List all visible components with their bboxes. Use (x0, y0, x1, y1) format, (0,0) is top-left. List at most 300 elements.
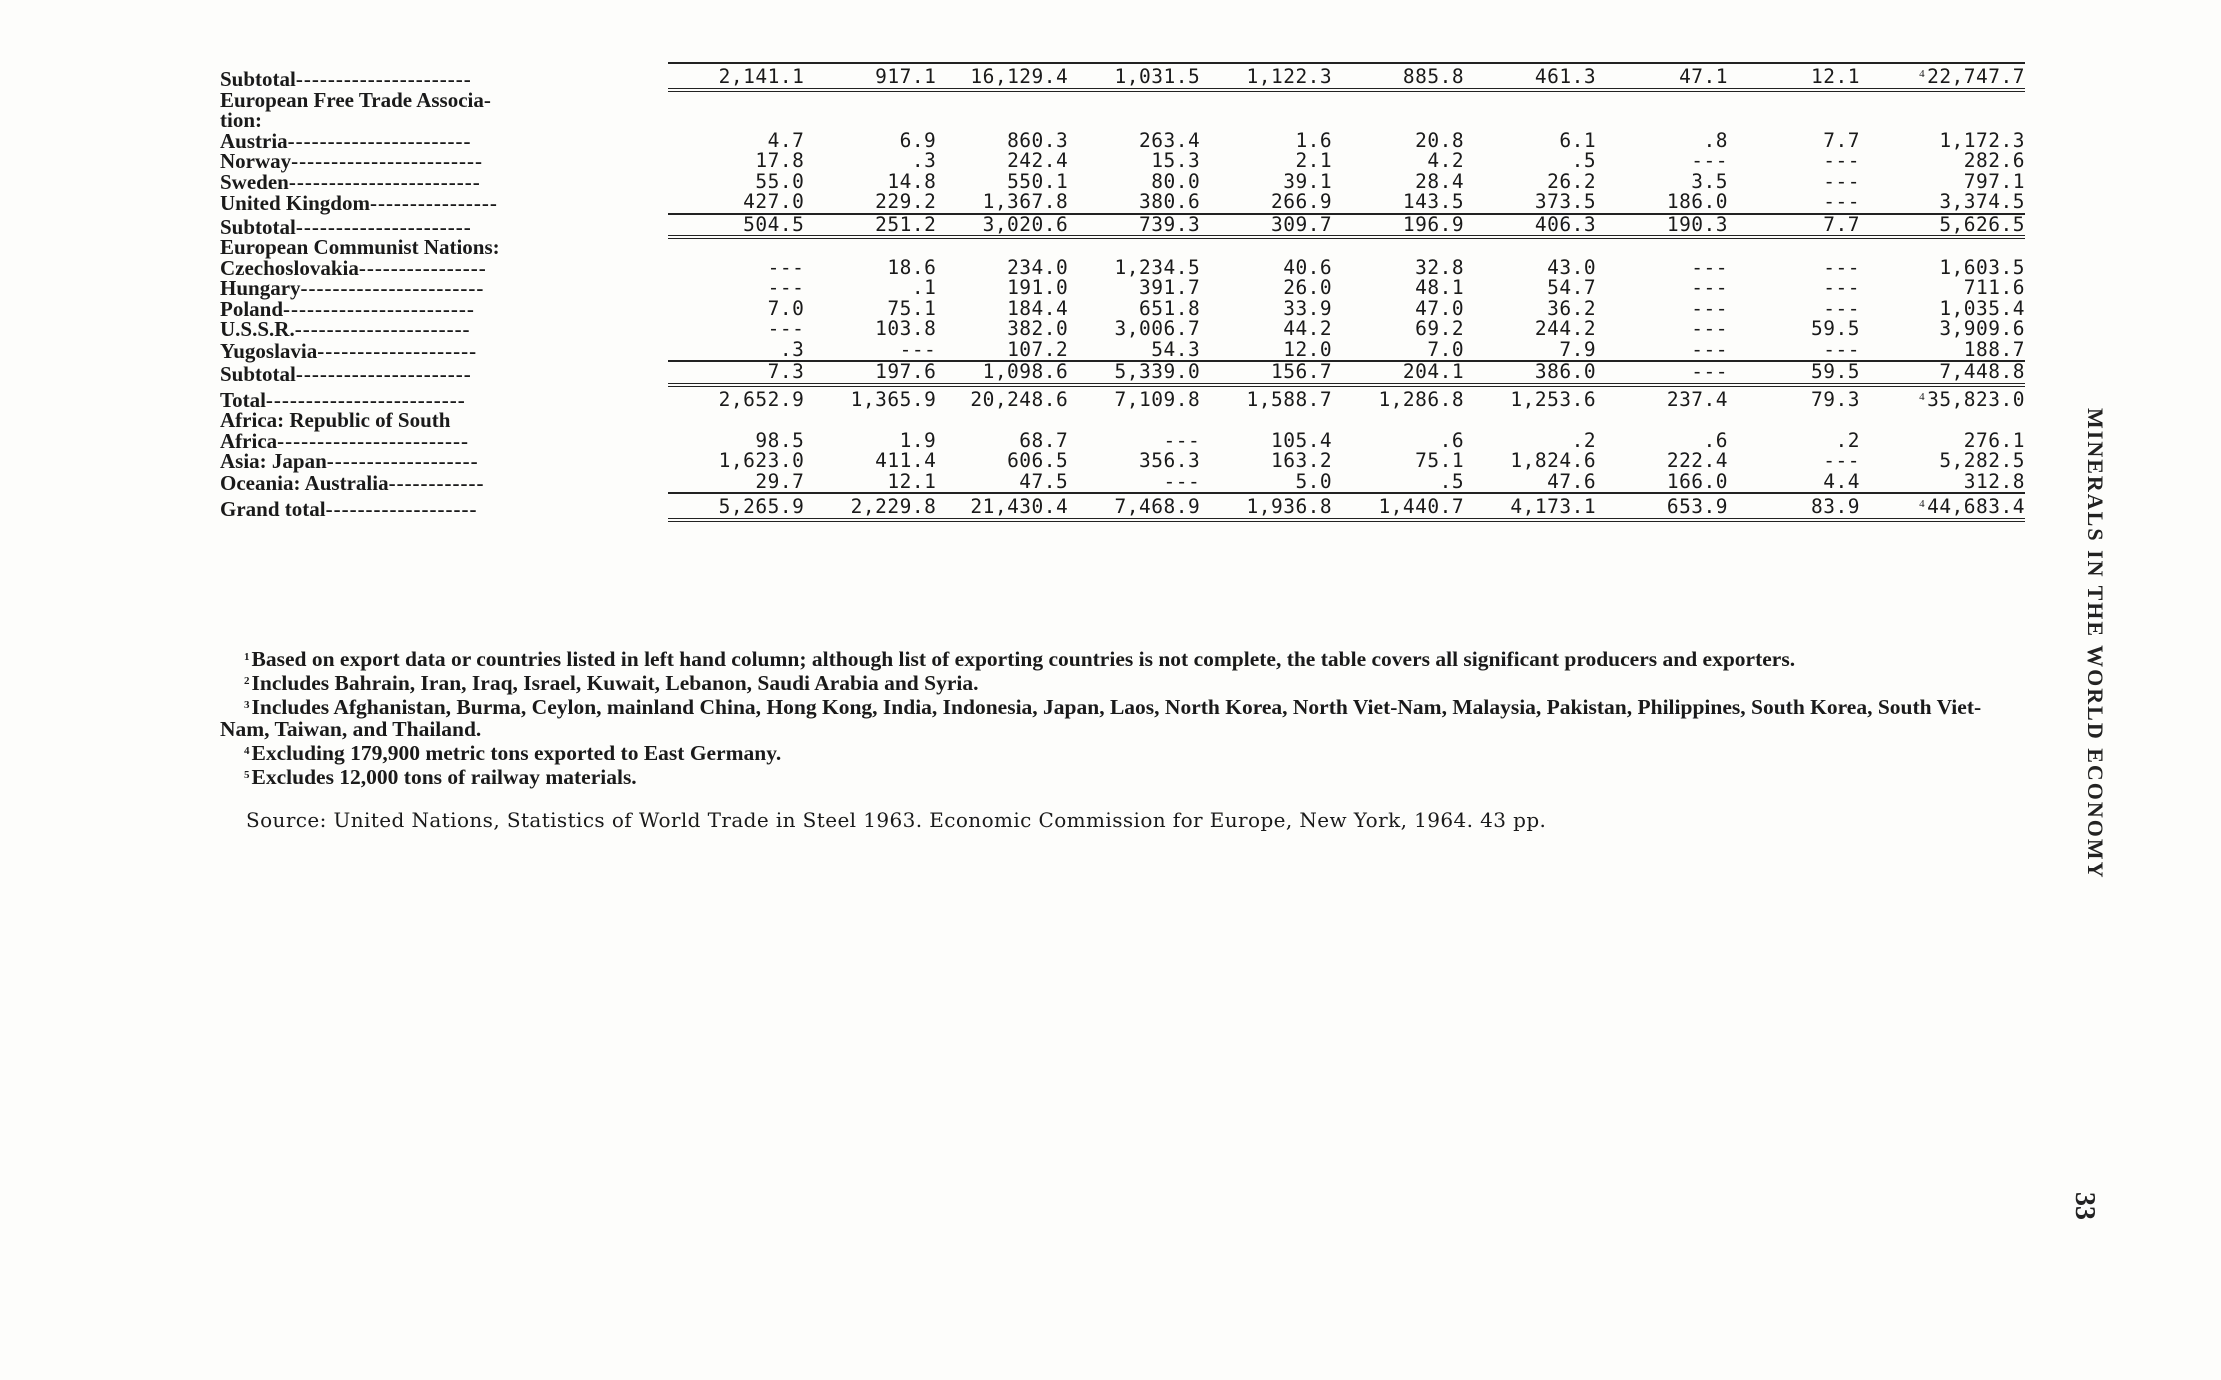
table-cell (1332, 296, 1465, 320)
cell-value: 1,172.3 (1939, 128, 2025, 152)
table-cell (1596, 169, 1729, 193)
table-cell (1728, 128, 1860, 152)
cell-value: .8 (1703, 128, 1729, 152)
cell-value: 234.0 (1007, 255, 1069, 279)
table-cell (1332, 410, 1464, 431)
table-cell (1332, 385, 1464, 411)
table-cell (1332, 214, 1464, 238)
cell-value: 33.9 (1283, 296, 1333, 320)
cell-value: 47.1 (1679, 65, 1729, 88)
cell-value: 28.4 (1415, 169, 1465, 193)
row-label (220, 151, 668, 172)
table-row (220, 299, 2025, 320)
table-cell (1596, 469, 1729, 494)
row-label-text: Hungary (220, 276, 301, 300)
footnote-ref: 4 (1919, 498, 1926, 510)
table-cell (1464, 493, 1596, 520)
cell-value: 39.1 (1283, 169, 1333, 193)
leader-dots: ---------------------- (295, 362, 472, 386)
cell-value: 380.6 (1139, 190, 1201, 213)
cell-value: 7,468.9 (1114, 495, 1201, 518)
table-cell (668, 278, 805, 299)
cell-value: 29.7 (755, 469, 805, 493)
row-label (220, 472, 668, 494)
cell-value: 5,626.5 (1939, 212, 2025, 236)
cell-value: .5 (1571, 149, 1597, 172)
table-cell (1200, 255, 1333, 279)
cell-value: 7.7 (1823, 128, 1860, 152)
cell-value: 3,006.7 (1114, 317, 1201, 340)
table-body (220, 63, 2025, 520)
footnote-ref: 4 (1919, 390, 1926, 403)
table-cell (1728, 151, 1860, 172)
table-cell (1464, 110, 1596, 131)
table-cell (668, 255, 805, 279)
table-cell (1200, 90, 1332, 111)
cell-value: .6 (1439, 428, 1465, 452)
cell-value: 651.8 (1139, 296, 1201, 320)
row-label-text: European Communist Nations: (220, 235, 500, 259)
cell-value: 68.7 (1019, 428, 1069, 452)
leader-dots: ------------------------ (277, 428, 469, 453)
table-cell (1068, 214, 1200, 238)
leader-dots: ----------------------- (300, 276, 485, 300)
row-label-text: Poland (220, 296, 284, 321)
table-cell (1068, 361, 1200, 385)
cell-value: --- (1823, 255, 1860, 279)
cell-value: .3 (779, 337, 805, 361)
cell-value: 2.1 (1295, 149, 1333, 172)
leader-dots: ---------------------- (295, 67, 472, 91)
cell-value: 276.1 (1963, 428, 2025, 452)
table-cell (804, 410, 936, 431)
table-row (220, 410, 2025, 431)
cell-value: 550.1 (1007, 169, 1069, 193)
table-cell (1860, 410, 2025, 431)
cell-value: 1,253.6 (1510, 387, 1597, 411)
row-label-text: European Free Trade Associa- (220, 87, 491, 112)
cell-value: 244.2 (1534, 317, 1597, 340)
cell-value: 2,229.8 (850, 495, 937, 518)
cell-value: 885.8 (1402, 65, 1465, 88)
table-cell (1728, 493, 1860, 520)
table-cell (668, 192, 805, 214)
cell-value: .5 (1439, 469, 1465, 493)
cell-value: 1,367.8 (982, 190, 1069, 213)
table-cell (1068, 410, 1200, 431)
table-cell (668, 237, 805, 258)
cell-value: 309.7 (1270, 212, 1333, 236)
cell-value: 461.3 (1534, 65, 1597, 88)
cell-value: 237.4 (1666, 387, 1729, 411)
table-cell (1200, 385, 1332, 411)
footnote-marker: 5 (244, 769, 250, 781)
cell-value: 263.4 (1139, 128, 1201, 152)
cell-value: 1,623.0 (718, 449, 805, 472)
footnote-marker: 1 (244, 651, 250, 663)
table-cell (936, 110, 1068, 131)
cell-value: 797.1 (1963, 169, 2025, 193)
cell-value: --- (1691, 149, 1729, 172)
table-cell (1068, 278, 1200, 299)
cell-value: 356.3 (1139, 449, 1201, 472)
cell-value: 3,909.6 (1939, 317, 2025, 340)
cell-value: 59.5 (1811, 317, 1860, 340)
cell-value: 163.2 (1270, 449, 1333, 472)
table-cell (804, 451, 936, 472)
table-cell (936, 192, 1068, 214)
table-cell (1332, 319, 1464, 340)
cell-value: 504.5 (743, 212, 805, 236)
table-cell (1068, 128, 1201, 152)
table-cell (1464, 90, 1596, 111)
cell-value: --- (1691, 317, 1729, 340)
table-cell (1860, 278, 2025, 299)
table-cell (804, 493, 936, 520)
table-cell (1728, 410, 1860, 431)
cell-value: 251.2 (875, 212, 937, 236)
table-cell (804, 319, 936, 340)
cell-value: --- (1691, 337, 1729, 361)
table-cell (668, 151, 805, 172)
table-cell (1596, 63, 1728, 90)
table-row (220, 110, 2025, 131)
cell-value: 5,265.9 (718, 495, 805, 518)
cell-value: 382.0 (1007, 317, 1069, 340)
table-cell (1464, 361, 1596, 385)
leader-dots: ----------------------- (287, 128, 472, 153)
table-cell (1596, 385, 1728, 411)
row-label-text: Czechoslovakia (220, 255, 359, 280)
table-row (220, 431, 2025, 452)
table-cell (1596, 110, 1728, 131)
table-cell (1860, 128, 2025, 152)
table-row (220, 131, 2025, 152)
cell-value: --- (767, 317, 805, 340)
source-note: Source: United Nations, Statistics of World Trade in Steel 1963. Economic Commission for Europe, New York, 1964. 43 pp. (246, 808, 1547, 832)
row-label (220, 493, 668, 520)
leader-dots: ------------------------- (265, 387, 466, 412)
cell-value: 40.6 (1283, 255, 1333, 279)
footnote-ref: 4 (1919, 68, 1926, 80)
cell-value: 229.2 (875, 190, 937, 213)
table-cell (1728, 451, 1860, 472)
cell-value: 55.0 (755, 169, 805, 193)
cell-value: 166.0 (1666, 469, 1729, 493)
cell-value: 5,282.5 (1939, 449, 2025, 472)
cell-value: 47.6 (1547, 469, 1597, 493)
table-cell (1332, 493, 1464, 520)
table-row (220, 472, 2025, 494)
table-cell (668, 319, 805, 340)
table-cell (1860, 451, 2025, 472)
table-cell (804, 169, 937, 193)
table-cell (1200, 319, 1332, 340)
leader-dots: ------------------------ (291, 149, 483, 173)
row-label (220, 361, 668, 385)
table-cell (1728, 319, 1860, 340)
cell-value: 83.9 (1811, 495, 1860, 518)
table-cell (668, 337, 805, 362)
cell-value: 386.0 (1534, 360, 1597, 383)
cell-value: 406.3 (1534, 212, 1597, 236)
table-cell (1464, 385, 1596, 411)
table-cell (936, 237, 1068, 258)
table-cell (1596, 128, 1729, 152)
row-label-text: Africa (220, 428, 278, 453)
cell-value: 26.0 (1283, 276, 1333, 299)
table-cell (804, 110, 936, 131)
table-row (220, 214, 2025, 238)
cell-value: 1,936.8 (1246, 495, 1333, 518)
cell-value: 1.9 (899, 428, 937, 452)
table-cell (804, 237, 936, 258)
table-cell (1332, 361, 1464, 385)
table-cell (1068, 151, 1200, 172)
table-cell (1728, 296, 1860, 320)
cell-value: 18.6 (887, 255, 937, 279)
table-cell (1464, 337, 1597, 362)
table-cell (1068, 237, 1200, 258)
table-cell (1596, 192, 1728, 214)
cell-value: .2 (1571, 428, 1597, 452)
footnote-text: Includes Bahrain, Iran, Iraq, Israel, Kuwait, Lebanon, Saudi Arabia and Syria. (251, 671, 979, 695)
table-cell (1596, 493, 1728, 520)
table-cell (936, 169, 1069, 193)
table-cell (668, 110, 805, 131)
row-label (220, 385, 668, 411)
table-cell (1332, 63, 1464, 90)
cell-value: 711.6 (1963, 276, 2025, 299)
cell-value: 266.9 (1270, 190, 1333, 213)
cell-value: 1,234.5 (1114, 255, 1201, 279)
cell-value: 103.8 (875, 317, 937, 340)
table-cell (1200, 410, 1332, 431)
table-row (220, 237, 2025, 258)
leader-dots: -------------------- (317, 338, 478, 363)
table-cell (936, 63, 1068, 90)
table-cell (1860, 428, 2025, 452)
footnote-1 (220, 646, 2020, 670)
table-cell (1728, 469, 1860, 494)
cell-value: 1,122.3 (1246, 65, 1333, 88)
table-cell (804, 385, 936, 411)
table-cell (1860, 319, 2025, 340)
table-cell (936, 469, 1069, 494)
row-label-text: Norway (220, 149, 292, 173)
table-cell (936, 410, 1068, 431)
table-cell (804, 255, 937, 279)
steel-trade-table (220, 62, 2025, 522)
table-cell (668, 361, 805, 385)
cell-value: 653.9 (1666, 495, 1729, 518)
page-number: 33 (2069, 1192, 2100, 1220)
cell-value: --- (1163, 428, 1201, 452)
table-cell (1200, 296, 1333, 320)
cell-value: --- (1823, 276, 1860, 299)
table-cell (668, 63, 805, 90)
table-cell (668, 410, 805, 431)
row-label-text: U.S.S.R. (220, 317, 295, 341)
cell-value: 282.6 (1963, 149, 2025, 172)
table-cell (1596, 278, 1728, 299)
cell-value: --- (1823, 449, 1860, 472)
row-label-text: Subtotal (220, 67, 296, 91)
table-cell (668, 90, 805, 111)
cell-value: 54.7 (1547, 276, 1597, 299)
table-cell (1200, 337, 1333, 362)
cell-value: 12.1 (887, 469, 937, 493)
table-cell (1596, 214, 1728, 238)
cell-value: 20.8 (1415, 128, 1465, 152)
leader-dots: ---------------------- (295, 214, 472, 239)
footnote-marker: 4 (244, 745, 250, 757)
table-cell (936, 214, 1068, 238)
table-cell (1464, 428, 1597, 452)
cell-value: 6.9 (899, 128, 937, 152)
table-cell (1596, 296, 1729, 320)
table-cell (1464, 319, 1596, 340)
table-cell (1860, 361, 2025, 385)
table-cell (668, 469, 805, 494)
table-cell (1332, 278, 1464, 299)
table-cell (1728, 90, 1860, 111)
table-cell (804, 428, 937, 452)
cell-value: 7,109.8 (1114, 387, 1201, 411)
cell-value: 14.8 (887, 169, 937, 193)
table-cell (668, 428, 805, 452)
cell-value: 1,603.5 (1939, 255, 2025, 279)
table-cell (1860, 214, 2025, 238)
table-cell (1068, 63, 1200, 90)
footnote-text: Excludes 12,000 tons of railway materials. (251, 765, 637, 789)
table-cell (1332, 469, 1465, 494)
cell-value: 4.7 (767, 128, 805, 152)
table-cell (936, 255, 1069, 279)
table-cell (668, 214, 805, 238)
cell-value: 143.5 (1402, 190, 1465, 213)
table-cell (1068, 255, 1201, 279)
table-cell (1728, 337, 1860, 362)
table-cell (1860, 237, 2025, 258)
cell-value: .6 (1703, 428, 1729, 452)
table-cell (804, 192, 936, 214)
footnote-text: Includes Afghanistan, Burma, Ceylon, mainland China, Hong Kong, India, Indonesia, Japan, Laos, North Korea, North Viet-Nam, Malaysia, Pakistan, Philippines, South Korea, South Viet-Nam, Taiwan, and Thailand. (220, 695, 1982, 741)
row-label (220, 340, 668, 362)
cell-value: --- (1823, 190, 1860, 213)
table-cell (1464, 255, 1597, 279)
cell-value: 391.7 (1139, 276, 1201, 299)
cell-value: 15.3 (1151, 149, 1201, 172)
table-cell (668, 451, 805, 472)
row-label-text: Africa: Republic of South (220, 408, 451, 432)
cell-value: 3,020.6 (982, 212, 1069, 236)
table-cell (1332, 255, 1465, 279)
table-cell (1332, 237, 1464, 258)
cell-value: 26.2 (1547, 169, 1597, 193)
table-cell (804, 63, 936, 90)
table-cell (1860, 337, 2025, 362)
table-cell (1068, 428, 1201, 452)
cell-value: 197.6 (875, 360, 937, 383)
cell-value: 75.1 (1415, 449, 1465, 472)
table-cell (1332, 90, 1464, 111)
cell-value: 917.1 (875, 65, 937, 88)
cell-value: 606.5 (1007, 449, 1069, 472)
row-label (220, 237, 668, 258)
cell-value: 107.2 (1007, 337, 1069, 361)
table-cell (1728, 385, 1860, 411)
row-label-text: Asia: Japan (220, 449, 327, 473)
cell-value: 4,173.1 (1510, 495, 1597, 518)
table-cell (1200, 493, 1332, 520)
cell-value: 80.0 (1151, 169, 1201, 193)
table-cell (668, 128, 805, 152)
table-cell (1728, 192, 1860, 214)
cell-value: 54.3 (1151, 337, 1201, 361)
leader-dots: ------------------------ (288, 169, 481, 194)
cell-value: 17.8 (755, 149, 805, 172)
table-row (220, 63, 2025, 90)
cell-value: --- (1823, 337, 1860, 361)
row-label-text: tion: (220, 108, 262, 132)
table-cell (936, 319, 1068, 340)
table-cell (804, 128, 937, 152)
table-cell (1200, 63, 1332, 90)
table-cell (1728, 214, 1860, 238)
row-label (220, 296, 668, 321)
table-cell (1068, 451, 1200, 472)
cell-value: 4.2 (1427, 149, 1465, 172)
footnote-4 (220, 740, 2020, 764)
cell-value: 1.6 (1295, 128, 1333, 152)
row-label-text: United Kingdom (220, 191, 370, 215)
table-cell (1068, 469, 1201, 494)
cell-value: 1,824.6 (1510, 449, 1597, 472)
leader-dots: ------------------- (326, 449, 479, 473)
table-cell (1728, 278, 1860, 299)
cell-value: 2,141.1 (718, 65, 805, 88)
row-label (220, 110, 668, 131)
table-cell (1332, 451, 1464, 472)
footnote-3 (220, 694, 2020, 740)
leader-dots: ---------------- (358, 255, 487, 280)
table-cell (936, 361, 1068, 385)
table-cell (1068, 319, 1200, 340)
row-label (220, 87, 668, 112)
table-cell (1860, 63, 2025, 90)
row-label (220, 451, 668, 472)
table-cell (1860, 255, 2025, 279)
table-cell (1464, 296, 1597, 320)
cell-value: 7.0 (1427, 337, 1465, 361)
table-cell (804, 469, 937, 494)
cell-value: 191.0 (1007, 276, 1069, 299)
cell-value: 98.5 (755, 428, 805, 452)
cell-value: 427.0 (743, 190, 805, 213)
table-cell (1200, 237, 1332, 258)
cell-value: 186.0 (1666, 190, 1729, 213)
footnote-text: Excluding 179,900 metric tons exported to East Germany. (251, 741, 782, 765)
row-label-text: Austria (220, 128, 288, 153)
table-row (220, 361, 2025, 385)
row-label (220, 214, 668, 238)
table-cell (1464, 237, 1596, 258)
cell-value: 411.4 (875, 449, 937, 472)
cell-value: 242.4 (1007, 149, 1069, 172)
table-cell (1068, 192, 1200, 214)
row-label (220, 410, 668, 431)
